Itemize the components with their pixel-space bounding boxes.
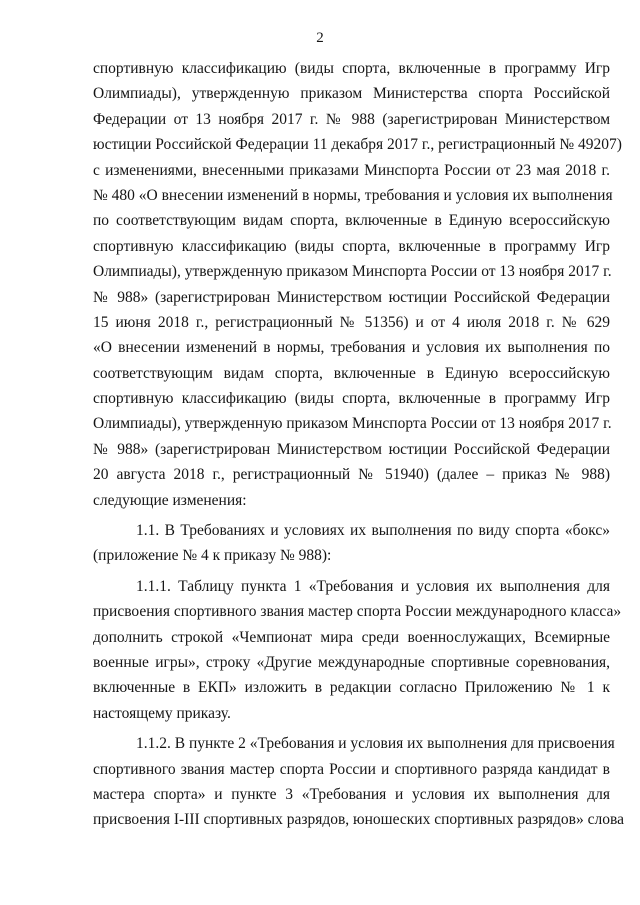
text-line: 1.1.2. В пункте 2 «Требования и условия их выполнения для присвоения bbox=[136, 735, 615, 753]
text-line: дополнить строкой «Чемпионат мира среди военнослужащих, Всемирные bbox=[93, 628, 610, 646]
text-line: № 988» (зарегистрирован Министерством юстиции Российской Федерации bbox=[93, 288, 610, 306]
text-line: (приложение № 4 к приказу № 988): bbox=[93, 547, 332, 565]
text-line: спортивную классификацию (виды спорта, включенные в программу Игр bbox=[93, 60, 610, 77]
text-line: 1.1.1. Таблицу пункта 1 «Требования и условия их выполнения для bbox=[136, 577, 610, 595]
text-line: юстиции Российской Федерации 11 декабря 2017 г., регистрационный № 49207) bbox=[93, 136, 622, 154]
paragraph-1-1-1 bbox=[93, 574, 622, 726]
text-line: Федерации от 13 ноября 2017 г. № 988 (зарегистрирован Министерством bbox=[93, 110, 610, 128]
text-line: соответствующим видам спорта, включенные в Единую всероссийскую bbox=[93, 364, 610, 382]
document-body bbox=[93, 56, 624, 838]
text-line: «О внесении изменений в нормы, требования и условия их выполнения по bbox=[93, 339, 610, 357]
paragraph-1-1-2 bbox=[93, 731, 624, 833]
text-line: присвоения спортивного звания мастер спорта России международного класса» bbox=[93, 603, 622, 621]
text-line: спортивную классификацию (виды спорта, включенные в программу Игр bbox=[93, 237, 610, 255]
text-line: № 480 «О внесении изменений в нормы, требования и условия их выполнения bbox=[93, 186, 613, 204]
text-line: по соответствующим видам спорта, включенные в Единую всероссийскую bbox=[93, 212, 610, 230]
text-line: мастера спорта» и пункте 3 «Требования и условия их выполнения для bbox=[93, 785, 610, 803]
page-number: 2 bbox=[316, 30, 324, 46]
text-line: с изменениями, внесенными приказами Минспорта России от 23 мая 2018 г. bbox=[93, 161, 610, 179]
text-line: настоящему приказу. bbox=[93, 704, 231, 722]
text-line: включенные в ЕКП» изложить в редакции согласно Приложению № 1 к bbox=[93, 679, 610, 697]
paragraph-1-1 bbox=[93, 518, 610, 569]
text-line: Олимпиады), утвержденную приказом Министерства спорта Российской bbox=[93, 85, 610, 103]
text-line: 15 июня 2018 г., регистрационный № 51356) и от 4 июля 2018 г. № 629 bbox=[93, 313, 610, 331]
text-line: Олимпиады), утвержденную приказом Минспорта России от 13 ноября 2017 г. bbox=[93, 415, 612, 433]
text-line: присвоения I-III спортивных разрядов, юношеских спортивных разрядов» слова bbox=[93, 811, 624, 829]
text-line: военные игры», строку «Другие международные спортивные соревнования, bbox=[93, 653, 610, 671]
text-line: 1.1. В Требованиях и условиях их выполнения по виду спорта «бокс» bbox=[136, 522, 610, 540]
text-line: 20 августа 2018 г., регистрационный № 51940) (далее – приказ № 988) bbox=[93, 466, 610, 484]
text-line: Олимпиады), утвержденную приказом Минспорта России от 13 ноября 2017 г. bbox=[93, 263, 612, 281]
text-line: спортивного звания мастер спорта России и спортивного разряда кандидат в bbox=[93, 760, 610, 778]
text-line: спортивную классификацию (виды спорта, включенные в программу Игр bbox=[93, 390, 610, 408]
paragraph-amendment-list bbox=[93, 56, 622, 513]
text-line: № 988» (зарегистрирован Министерством юстиции Российской Федерации bbox=[93, 440, 610, 458]
text-line: следующие изменения: bbox=[93, 491, 247, 509]
